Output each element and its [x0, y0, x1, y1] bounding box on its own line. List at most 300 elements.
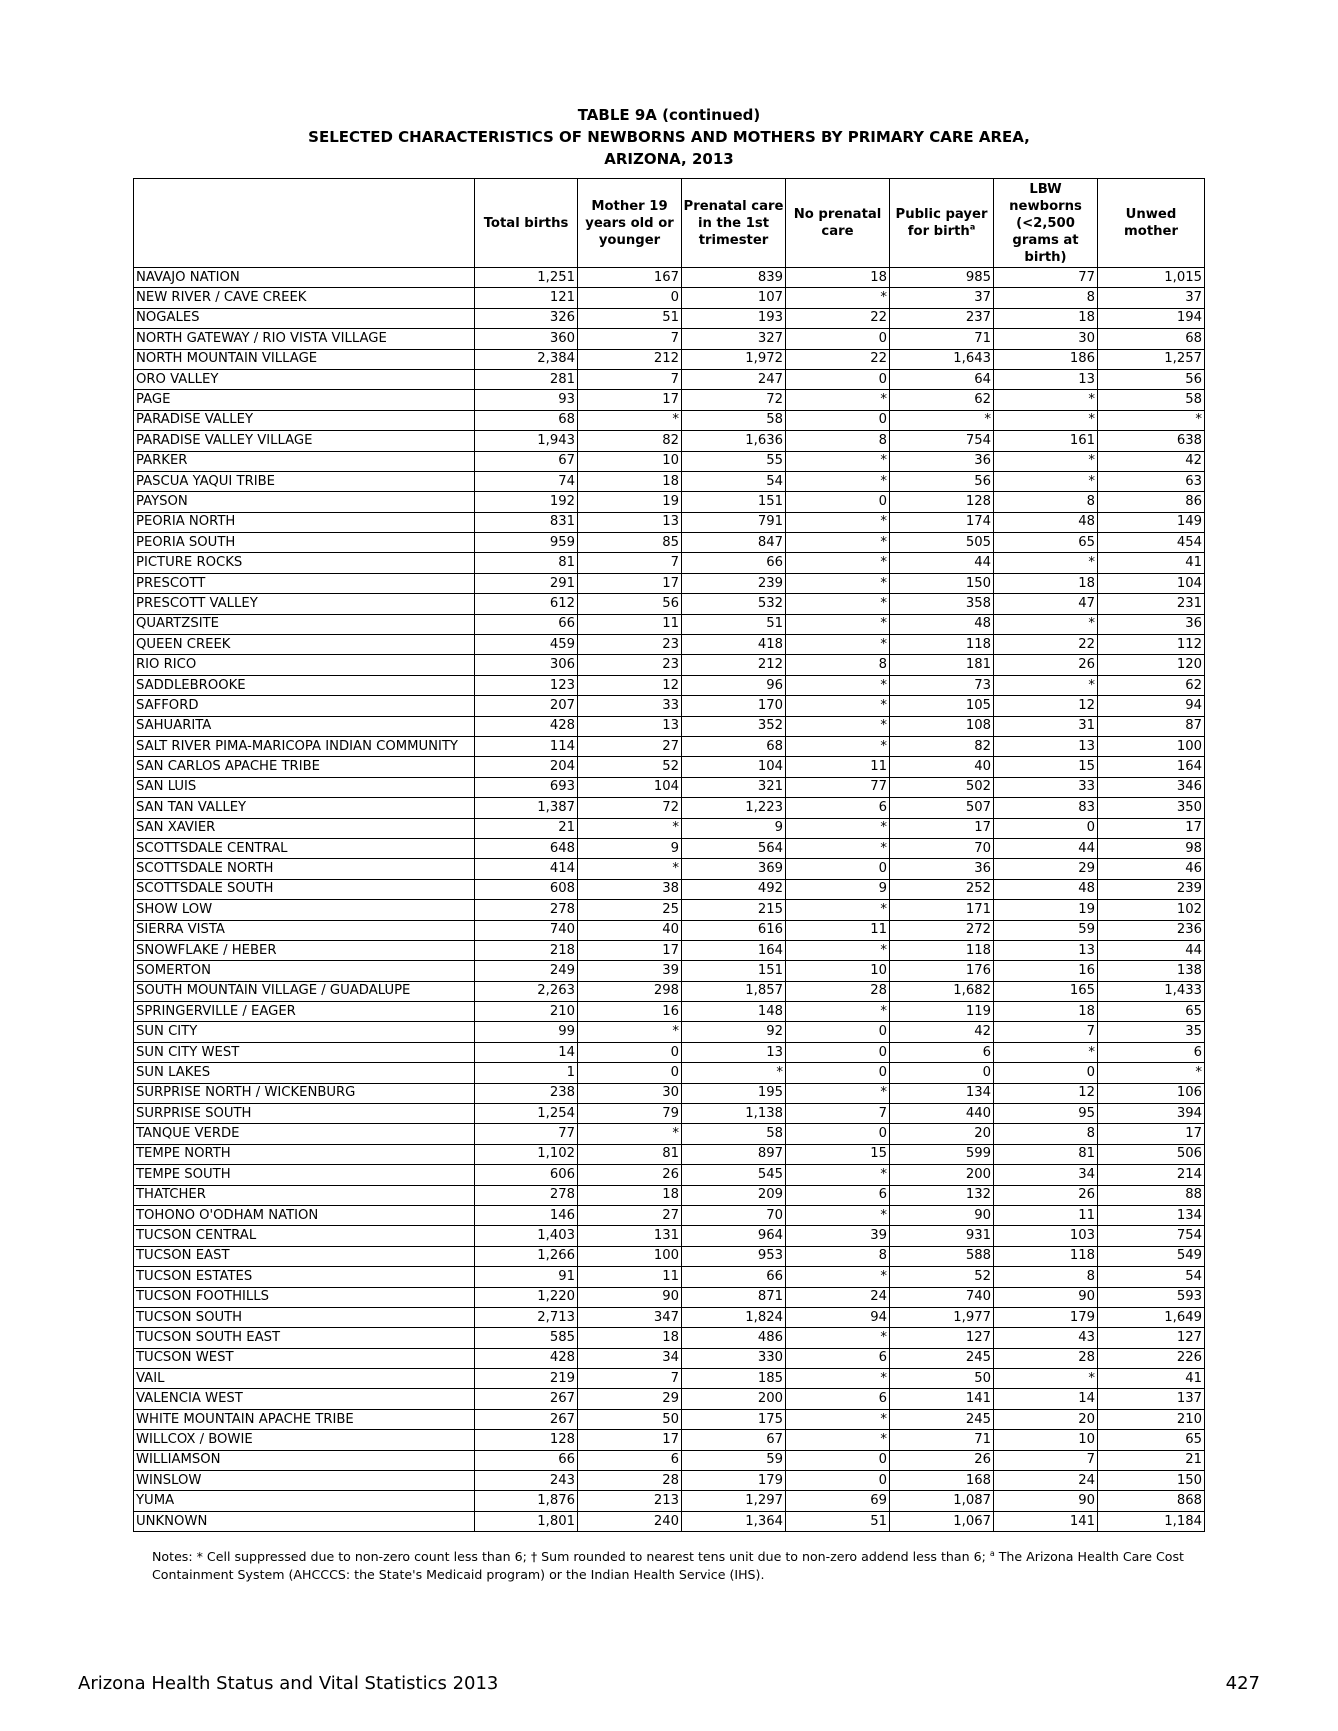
cell-no-prenatal: 7: [786, 1104, 890, 1124]
cell-no-prenatal: *: [786, 1328, 890, 1348]
table-notes: [152, 1548, 1212, 1584]
cell-lbw: 48: [994, 512, 1098, 532]
cell-public-payer: 127: [890, 1328, 994, 1348]
cell-prenatal-1st: 897: [682, 1144, 786, 1164]
table-row: [134, 492, 1205, 512]
cell-mother-19: 30: [578, 1083, 682, 1103]
cell-total-births: 1,220: [475, 1287, 578, 1307]
cell-public-payer: 6: [890, 1042, 994, 1062]
cell-lbw: 81: [994, 1144, 1098, 1164]
cell-lbw: 14: [994, 1389, 1098, 1409]
cell-no-prenatal: *: [786, 818, 890, 838]
cell-lbw: 13: [994, 369, 1098, 389]
cell-total-births: 959: [475, 533, 578, 553]
cell-mother-19: 27: [578, 736, 682, 756]
cell-public-payer: 237: [890, 308, 994, 328]
table-row: [134, 410, 1205, 430]
cell-lbw: 30: [994, 329, 1098, 349]
cell-public-payer: 132: [890, 1185, 994, 1205]
cell-unwed: 41: [1098, 1369, 1205, 1389]
cell-public-payer: 48: [890, 614, 994, 634]
cell-total-births: 243: [475, 1471, 578, 1491]
cell-total-births: 278: [475, 900, 578, 920]
cell-total-births: 740: [475, 920, 578, 940]
table-row: [134, 1430, 1205, 1450]
cell-total-births: 608: [475, 879, 578, 899]
cell-mother-19: 11: [578, 614, 682, 634]
cell-public-payer: 1,977: [890, 1307, 994, 1327]
cell-area: NAVAJO NATION: [134, 268, 475, 288]
cell-mother-19: 18: [578, 471, 682, 491]
cell-lbw: 8: [994, 492, 1098, 512]
cell-lbw: 161: [994, 431, 1098, 451]
cell-prenatal-1st: 195: [682, 1083, 786, 1103]
header-mother-19: Mother 19 years old or younger: [578, 179, 682, 268]
cell-no-prenatal: 0: [786, 410, 890, 430]
cell-area: SAN TAN VALLEY: [134, 798, 475, 818]
cell-no-prenatal: 6: [786, 1348, 890, 1368]
table-row: [134, 961, 1205, 981]
cell-total-births: 14: [475, 1042, 578, 1062]
cell-public-payer: 71: [890, 329, 994, 349]
cell-no-prenatal: *: [786, 390, 890, 410]
cell-prenatal-1st: 59: [682, 1450, 786, 1470]
cell-mother-19: 7: [578, 369, 682, 389]
cell-area: SURPRISE NORTH / WICKENBURG: [134, 1083, 475, 1103]
cell-public-payer: 56: [890, 471, 994, 491]
cell-no-prenatal: *: [786, 1205, 890, 1225]
cell-prenatal-1st: 247: [682, 369, 786, 389]
cell-unwed: 112: [1098, 635, 1205, 655]
cell-public-payer: 200: [890, 1165, 994, 1185]
cell-mother-19: 131: [578, 1226, 682, 1246]
cell-area: SAN LUIS: [134, 777, 475, 797]
cell-no-prenatal: 69: [786, 1491, 890, 1511]
cell-public-payer: 588: [890, 1246, 994, 1266]
cell-no-prenatal: *: [786, 288, 890, 308]
cell-mother-19: *: [578, 818, 682, 838]
table-row: [134, 716, 1205, 736]
cell-mother-19: 0: [578, 288, 682, 308]
cell-prenatal-1st: 58: [682, 1124, 786, 1144]
table-row: [134, 920, 1205, 940]
cell-total-births: 68: [475, 410, 578, 430]
cell-unwed: 120: [1098, 655, 1205, 675]
cell-area: SNOWFLAKE / HEBER: [134, 940, 475, 960]
footer-publication: Arizona Health Status and Vital Statistics 2013: [78, 1673, 499, 1694]
cell-lbw: 90: [994, 1287, 1098, 1307]
cell-total-births: 99: [475, 1022, 578, 1042]
cell-total-births: 114: [475, 736, 578, 756]
cell-area: PICTURE ROCKS: [134, 553, 475, 573]
cell-lbw: *: [994, 1042, 1098, 1062]
cell-prenatal-1st: 179: [682, 1471, 786, 1491]
table-row: [134, 1267, 1205, 1287]
cell-unwed: 65: [1098, 1430, 1205, 1450]
cell-unwed: 87: [1098, 716, 1205, 736]
cell-no-prenatal: *: [786, 675, 890, 695]
cell-mother-19: 85: [578, 533, 682, 553]
cell-unwed: 21: [1098, 1450, 1205, 1470]
cell-area: PRESCOTT: [134, 573, 475, 593]
cell-prenatal-1st: 151: [682, 961, 786, 981]
header-prenatal-1st: Prenatal care in the 1st trimester: [682, 179, 786, 268]
cell-mother-19: 13: [578, 512, 682, 532]
cell-public-payer: 1,067: [890, 1511, 994, 1531]
cell-public-payer: 105: [890, 696, 994, 716]
cell-no-prenatal: *: [786, 940, 890, 960]
table-row: [134, 594, 1205, 614]
cell-public-payer: 82: [890, 736, 994, 756]
cell-lbw: 18: [994, 308, 1098, 328]
cell-public-payer: 90: [890, 1205, 994, 1225]
cell-area: NEW RIVER / CAVE CREEK: [134, 288, 475, 308]
cell-prenatal-1st: 964: [682, 1226, 786, 1246]
cell-prenatal-1st: 871: [682, 1287, 786, 1307]
cell-no-prenatal: *: [786, 614, 890, 634]
cell-prenatal-1st: 66: [682, 553, 786, 573]
cell-area: TUCSON EAST: [134, 1246, 475, 1266]
cell-prenatal-1st: 1,857: [682, 981, 786, 1001]
cell-no-prenatal: 9: [786, 879, 890, 899]
cell-unwed: 46: [1098, 859, 1205, 879]
cell-prenatal-1st: 418: [682, 635, 786, 655]
cell-prenatal-1st: 616: [682, 920, 786, 940]
cell-mother-19: 18: [578, 1328, 682, 1348]
cell-lbw: 18: [994, 1002, 1098, 1022]
cell-no-prenatal: 8: [786, 1246, 890, 1266]
table-row: [134, 696, 1205, 716]
cell-unwed: 6: [1098, 1042, 1205, 1062]
cell-unwed: 239: [1098, 879, 1205, 899]
cell-prenatal-1st: 209: [682, 1185, 786, 1205]
cell-mother-19: 16: [578, 1002, 682, 1022]
table-row: [134, 512, 1205, 532]
cell-unwed: 37: [1098, 288, 1205, 308]
cell-mother-19: 23: [578, 635, 682, 655]
cell-public-payer: 73: [890, 675, 994, 695]
cell-total-births: 2,384: [475, 349, 578, 369]
cell-unwed: 56: [1098, 369, 1205, 389]
cell-no-prenatal: *: [786, 1430, 890, 1450]
cell-total-births: 210: [475, 1002, 578, 1022]
cell-unwed: 454: [1098, 533, 1205, 553]
cell-lbw: 0: [994, 818, 1098, 838]
cell-prenatal-1st: 164: [682, 940, 786, 960]
cell-no-prenatal: *: [786, 635, 890, 655]
cell-total-births: 1,801: [475, 1511, 578, 1531]
table-row: [134, 1205, 1205, 1225]
cell-mother-19: 11: [578, 1267, 682, 1287]
cell-no-prenatal: 51: [786, 1511, 890, 1531]
cell-lbw: 90: [994, 1491, 1098, 1511]
cell-prenatal-1st: 13: [682, 1042, 786, 1062]
cell-mother-19: 13: [578, 716, 682, 736]
cell-total-births: 267: [475, 1389, 578, 1409]
cell-area: PEORIA SOUTH: [134, 533, 475, 553]
cell-prenatal-1st: 185: [682, 1369, 786, 1389]
cell-prenatal-1st: 1,824: [682, 1307, 786, 1327]
cell-no-prenatal: 0: [786, 1471, 890, 1491]
cell-mother-19: 17: [578, 390, 682, 410]
cell-area: QUARTZSITE: [134, 614, 475, 634]
table-row: [134, 369, 1205, 389]
cell-unwed: 42: [1098, 451, 1205, 471]
cell-public-payer: 252: [890, 879, 994, 899]
cell-prenatal-1st: 55: [682, 451, 786, 471]
cell-unwed: 102: [1098, 900, 1205, 920]
cell-mother-19: 6: [578, 1450, 682, 1470]
title-line-1: TABLE 9A (continued): [577, 106, 761, 124]
cell-mother-19: 7: [578, 329, 682, 349]
title-line-3: ARIZONA, 2013: [604, 150, 734, 168]
cell-area: YUMA: [134, 1491, 475, 1511]
cell-total-births: 1,943: [475, 431, 578, 451]
cell-area: NORTH GATEWAY / RIO VISTA VILLAGE: [134, 329, 475, 349]
cell-lbw: 34: [994, 1165, 1098, 1185]
cell-total-births: 207: [475, 696, 578, 716]
cell-no-prenatal: *: [786, 1409, 890, 1429]
cell-public-payer: 44: [890, 553, 994, 573]
cell-public-payer: 740: [890, 1287, 994, 1307]
cell-prenatal-1st: 330: [682, 1348, 786, 1368]
cell-prenatal-1st: 107: [682, 288, 786, 308]
table-row: [134, 431, 1205, 451]
cell-total-births: 74: [475, 471, 578, 491]
header-area: [134, 179, 475, 268]
cell-area: NORTH MOUNTAIN VILLAGE: [134, 349, 475, 369]
cell-unwed: 63: [1098, 471, 1205, 491]
cell-prenatal-1st: 212: [682, 655, 786, 675]
cell-prenatal-1st: 96: [682, 675, 786, 695]
cell-lbw: 24: [994, 1471, 1098, 1491]
table-row: [134, 1002, 1205, 1022]
cell-unwed: 104: [1098, 573, 1205, 593]
cell-public-payer: *: [890, 410, 994, 430]
cell-area: SAHUARITA: [134, 716, 475, 736]
cell-no-prenatal: *: [786, 716, 890, 736]
cell-prenatal-1st: 72: [682, 390, 786, 410]
cell-mother-19: 40: [578, 920, 682, 940]
cell-mother-19: 7: [578, 553, 682, 573]
cell-area: PARADISE VALLEY VILLAGE: [134, 431, 475, 451]
cell-unwed: 54: [1098, 1267, 1205, 1287]
cell-public-payer: 358: [890, 594, 994, 614]
cell-mother-19: 25: [578, 900, 682, 920]
table-row: [134, 757, 1205, 777]
cell-unwed: 868: [1098, 1491, 1205, 1511]
header-public-payer-sup: a: [969, 222, 976, 232]
cell-lbw: 47: [994, 594, 1098, 614]
cell-unwed: 94: [1098, 696, 1205, 716]
cell-no-prenatal: 77: [786, 777, 890, 797]
cell-public-payer: 71: [890, 1430, 994, 1450]
cell-lbw: 165: [994, 981, 1098, 1001]
cell-no-prenatal: 0: [786, 1022, 890, 1042]
table-row: [134, 308, 1205, 328]
cell-total-births: 693: [475, 777, 578, 797]
cell-mother-19: 9: [578, 838, 682, 858]
header-total-births: Total births: [475, 179, 578, 268]
cell-no-prenatal: 6: [786, 1389, 890, 1409]
cell-area: SURPRISE SOUTH: [134, 1104, 475, 1124]
cell-mother-19: 26: [578, 1165, 682, 1185]
cell-area: SCOTTSDALE SOUTH: [134, 879, 475, 899]
cell-area: TUCSON ESTATES: [134, 1267, 475, 1287]
cell-area: SCOTTSDALE CENTRAL: [134, 838, 475, 858]
cell-lbw: 65: [994, 533, 1098, 553]
cell-total-births: 66: [475, 614, 578, 634]
cell-prenatal-1st: 1,297: [682, 1491, 786, 1511]
cell-lbw: *: [994, 675, 1098, 695]
table-row: [134, 1450, 1205, 1470]
table-row: [134, 736, 1205, 756]
cell-area: PARKER: [134, 451, 475, 471]
cell-no-prenatal: 10: [786, 961, 890, 981]
cell-lbw: 19: [994, 900, 1098, 920]
cell-unwed: 150: [1098, 1471, 1205, 1491]
cell-no-prenatal: *: [786, 553, 890, 573]
cell-area: QUEEN CREEK: [134, 635, 475, 655]
cell-area: SALT RIVER PIMA-MARICOPA INDIAN COMMUNITY: [134, 736, 475, 756]
table-row: [134, 1491, 1205, 1511]
cell-lbw: 77: [994, 268, 1098, 288]
cell-public-payer: 931: [890, 1226, 994, 1246]
table-row: [134, 655, 1205, 675]
cell-unwed: 549: [1098, 1246, 1205, 1266]
cell-area: SADDLEBROOKE: [134, 675, 475, 695]
cell-lbw: 43: [994, 1328, 1098, 1348]
cell-no-prenatal: *: [786, 512, 890, 532]
cell-lbw: 8: [994, 1124, 1098, 1144]
cell-prenatal-1st: 148: [682, 1002, 786, 1022]
table-row: [134, 981, 1205, 1001]
cell-area: PRESCOTT VALLEY: [134, 594, 475, 614]
cell-total-births: 192: [475, 492, 578, 512]
cell-unwed: 138: [1098, 961, 1205, 981]
cell-unwed: 226: [1098, 1348, 1205, 1368]
header-public-payer: [890, 179, 994, 268]
cell-area: PAYSON: [134, 492, 475, 512]
cell-lbw: 8: [994, 288, 1098, 308]
cell-total-births: 831: [475, 512, 578, 532]
cell-public-payer: 20: [890, 1124, 994, 1144]
cell-area: SOUTH MOUNTAIN VILLAGE / GUADALUPE: [134, 981, 475, 1001]
cell-total-births: 2,713: [475, 1307, 578, 1327]
cell-lbw: 13: [994, 736, 1098, 756]
cell-total-births: 1,403: [475, 1226, 578, 1246]
cell-area: SOMERTON: [134, 961, 475, 981]
cell-no-prenatal: 0: [786, 1450, 890, 1470]
cell-lbw: 11: [994, 1205, 1098, 1225]
cell-no-prenatal: 0: [786, 1063, 890, 1083]
cell-prenatal-1st: 70: [682, 1205, 786, 1225]
cell-public-payer: 245: [890, 1409, 994, 1429]
cell-prenatal-1st: 67: [682, 1430, 786, 1450]
table-row: [134, 1144, 1205, 1164]
cell-total-births: 128: [475, 1430, 578, 1450]
cell-unwed: 1,649: [1098, 1307, 1205, 1327]
cell-total-births: 1,102: [475, 1144, 578, 1164]
cell-no-prenatal: 0: [786, 492, 890, 512]
cell-prenatal-1st: 92: [682, 1022, 786, 1042]
cell-unwed: 164: [1098, 757, 1205, 777]
table-row: [134, 940, 1205, 960]
cell-unwed: 58: [1098, 390, 1205, 410]
cell-area: SCOTTSDALE NORTH: [134, 859, 475, 879]
table-row: [134, 1471, 1205, 1491]
cell-total-births: 648: [475, 838, 578, 858]
cell-lbw: *: [994, 614, 1098, 634]
cell-prenatal-1st: 492: [682, 879, 786, 899]
cell-area: SAFFORD: [134, 696, 475, 716]
cell-lbw: 12: [994, 1083, 1098, 1103]
cell-area: SUN LAKES: [134, 1063, 475, 1083]
cell-public-payer: 505: [890, 533, 994, 553]
cell-unwed: 210: [1098, 1409, 1205, 1429]
cell-lbw: 0: [994, 1063, 1098, 1083]
table-row: [134, 818, 1205, 838]
table-row: [134, 1307, 1205, 1327]
cell-area: ORO VALLEY: [134, 369, 475, 389]
cell-area: PAGE: [134, 390, 475, 410]
cell-unwed: 137: [1098, 1389, 1205, 1409]
cell-lbw: *: [994, 390, 1098, 410]
cell-unwed: 36: [1098, 614, 1205, 634]
cell-no-prenatal: 22: [786, 349, 890, 369]
cell-area: SUN CITY WEST: [134, 1042, 475, 1062]
table-row: [134, 553, 1205, 573]
cell-no-prenatal: *: [786, 573, 890, 593]
cell-prenatal-1st: 68: [682, 736, 786, 756]
cell-no-prenatal: 28: [786, 981, 890, 1001]
cell-prenatal-1st: 1,364: [682, 1511, 786, 1531]
cell-area: WHITE MOUNTAIN APACHE TRIBE: [134, 1409, 475, 1429]
footer-page-number: 427: [1225, 1673, 1260, 1694]
cell-no-prenatal: 0: [786, 369, 890, 389]
cell-unwed: 194: [1098, 308, 1205, 328]
cell-lbw: 103: [994, 1226, 1098, 1246]
cell-area: VALENCIA WEST: [134, 1389, 475, 1409]
table-row: [134, 268, 1205, 288]
cell-mother-19: 90: [578, 1287, 682, 1307]
cell-lbw: *: [994, 471, 1098, 491]
cell-lbw: 8: [994, 1267, 1098, 1287]
cell-mother-19: 17: [578, 940, 682, 960]
cell-unwed: 17: [1098, 818, 1205, 838]
cell-mother-19: 17: [578, 1430, 682, 1450]
cell-mother-19: 34: [578, 1348, 682, 1368]
cell-lbw: 59: [994, 920, 1098, 940]
cell-public-payer: 64: [890, 369, 994, 389]
cell-total-births: 81: [475, 553, 578, 573]
cell-prenatal-1st: 170: [682, 696, 786, 716]
cell-public-payer: 118: [890, 635, 994, 655]
cell-unwed: 1,184: [1098, 1511, 1205, 1531]
cell-lbw: 83: [994, 798, 1098, 818]
cell-unwed: 134: [1098, 1205, 1205, 1225]
cell-mother-19: *: [578, 410, 682, 430]
cell-unwed: 754: [1098, 1226, 1205, 1246]
cell-prenatal-1st: 9: [682, 818, 786, 838]
cell-lbw: 10: [994, 1430, 1098, 1450]
cell-area: WINSLOW: [134, 1471, 475, 1491]
cell-unwed: 127: [1098, 1328, 1205, 1348]
cell-no-prenatal: 0: [786, 329, 890, 349]
cell-total-births: 291: [475, 573, 578, 593]
cell-no-prenatal: *: [786, 1083, 890, 1103]
table-row: [134, 1348, 1205, 1368]
